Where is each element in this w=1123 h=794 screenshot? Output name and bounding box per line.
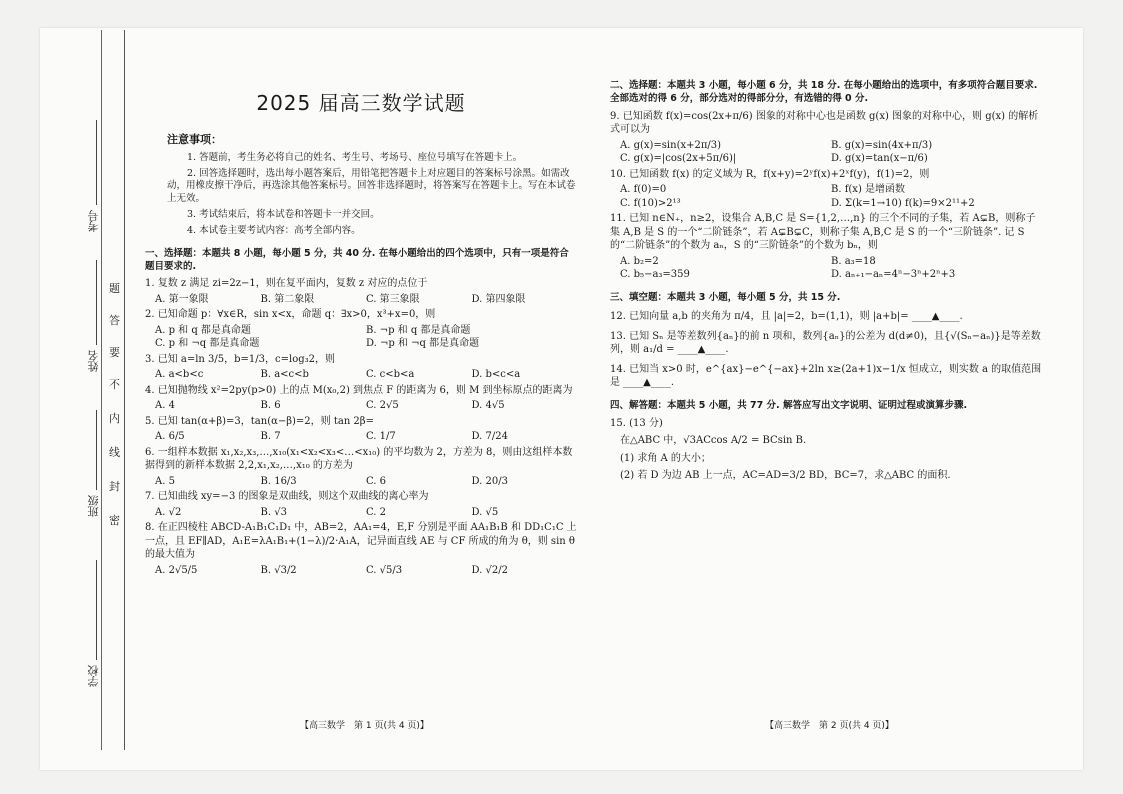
question-15-part-1: (1) 求角 A 的大小； [620,452,711,464]
option: A. p 和 q 都是真命题 [155,324,251,336]
question-stem: 11. 已知 n∈N₊，n≥2，设集合 A,B,C 是 S={1,2,…,n} 的三个不同的子集，若 A⊊B，则称子集 A,B 是 S 的一个“二阶链条”，若 A⊊B⊊C，则称子集 A,B,C 是 S 的一个“三阶链条”. 记 S 的“二阶链条”的个数为 aₙ，S 的“三阶链条”的个数为 bₙ，则 [610,213,1036,252]
question-options [145,399,577,413]
question-stem: 4. 已知抛物线 x²=2py(p>0) 上的点 M(x₀,2) 到焦点 F 的距离为 6，则 M 到坐标原点的距离为 [145,384,573,396]
question-stem: 5. 已知 tan(α+β)=3，tan(α−β)=2，则 tan 2β= [145,415,374,427]
option: A. b₂=2 [620,255,659,267]
page-title: 2025 届高三数学试题 [256,91,466,115]
option: C. √5/3 [366,564,403,576]
question-15-part-2: (2) 若 D 为边 AB 上一点，AC=AD=3/2 BD，BC=7，求△ABC 的面积. [620,470,951,482]
option: A. 第一象限 [155,293,209,305]
option: A. g(x)=sin(x+2π/3) [620,139,722,151]
option: D. 20/3 [471,475,508,487]
name-label: 姓名 [87,350,100,372]
option: D. g(x)=tan(x−π/6) [831,153,928,165]
notice-item: 3. 考试结束后，将本试卷和答题卡一并交回。 [187,209,380,221]
option: D. √5 [471,506,499,518]
question-stem: 1. 复数 z 满足 zi=2z−1，则在复平面内，复数 z 对应的点位于 [145,278,428,290]
question-options [145,564,577,578]
warning-char: 线 [109,446,120,459]
option: B. √3 [260,506,287,518]
option: A. 4 [155,400,175,412]
page-2-column [610,80,1042,487]
class-label: 班级 [87,495,100,517]
exam-no-blank [96,120,97,205]
question-stem: 6. 一组样本数据 x₁,x₂,x₃,…,x₁₀(x₁<x₂<x₃<…<x₁₀) 的平均数为 2，方差为 8，则由这组样本数据得到的新样本数据 2,2,x₁,x₂,…,x₁₀ 的方差为 [145,446,573,472]
question-options [610,139,1042,166]
option: D. Σ(k=1→10) f(k)=9×2¹¹+2 [831,197,975,209]
option: C. 1/7 [366,431,396,443]
option: C. g(x)=|cos(2x+5π/6)| [620,153,737,165]
section-1-questions [145,277,577,577]
option: C. 6 [366,475,387,487]
option: D. b<c<a [471,369,521,381]
warning-char: 内 [109,412,120,425]
option: D. 第四象限 [471,293,526,305]
option: C. 第三象限 [366,293,420,305]
page-1-footer: 【高三数学 第 1 页(共 4 页)】 [300,721,429,731]
option: D. ¬p 和 ¬q 都是真命题 [366,338,480,350]
option: B. f(x) 是增函数 [831,184,906,196]
option: C. p 和 ¬q 都是真命题 [155,338,260,350]
option: C. 2√5 [366,400,399,412]
binding-line [124,30,125,750]
section-1-heading: 一、选择题：本题共 8 小题，每小题 5 分，共 40 分. 在每小题给出的四个选项中，只有一项是符合题目要求的. [145,247,569,272]
question-stem: 9. 已知函数 f(x)=cos(2x+π/6) 图象的对称中心也是函数 g(x) 图象的对称中心，则 g(x) 的解析式可以为 [610,110,1039,136]
option: B. √3/2 [260,564,297,576]
question-options [145,430,577,444]
exam-no-label: 考号 [87,210,100,232]
option: C. c<b<a [366,369,415,381]
option: B. 第二象限 [260,293,315,305]
question-15-stem: 15. (13 分) [610,417,663,429]
option: B. g(x)=sin(4x+π/3) [831,139,933,151]
question-stem: 10. 已知函数 f(x) 的定义域为 R，f(x+y)=2ʸf(x)+2ˣf(y)，f(1)=2，则 [610,168,930,180]
option: A. a<b<c [155,369,204,381]
question-stem: 8. 在正四棱柱 ABCD-A₁B₁C₁D₁ 中，AB=2，AA₁=4，E,F 分别是平面 AA₁B₁B 和 DD₁C₁C 上一点，且 EF∥AD，A₁E=λA₁B₁+(1−λ)/2·A₁A，记异面直线 AE 与 CF 所成的角为 θ，则 sin θ 的最大值为 [145,522,577,561]
option: A. 5 [155,475,175,487]
question-15-body: 在△ABC 中，√3ACcos A/2 = BCsin B. [620,435,807,447]
question-options [145,368,577,382]
question-options [145,475,577,489]
warning-char: 答 [109,314,120,327]
question-12: 12. 已知向量 a,b 的夹角为 π/4，且 |a|=2，b=(1,1)，则 |a+b|= ____▲____. [610,311,963,323]
class-blank [96,410,97,490]
option: A. √2 [155,506,182,518]
option: D. √2/2 [471,564,508,576]
question-options [610,183,1042,210]
question-stem: 7. 已知曲线 xy=−3 的图象是双曲线，则这个双曲线的离心率为 [145,491,429,503]
school-blank [96,560,97,660]
question-14: 14. 已知当 x>0 时，e^{ax}−e^{−ax}+2ln x≥(2a+1)x−1/x 恒成立，则实数 a 的取值范围是 ____▲____. [610,363,1042,389]
warning-char: 题 [109,282,120,295]
section-3-heading: 三、填空题：本题共 3 小题，每小题 5 分，共 15 分. [610,291,841,303]
question-options [610,255,1042,282]
option: C. f(10)>2¹³ [620,197,681,209]
option: B. 7 [260,431,281,443]
option: B. ¬p 和 q 都是真命题 [366,324,471,336]
option: A. 6/5 [155,431,185,443]
option: D. 7/24 [471,431,508,443]
warning-char: 密 [109,514,120,527]
option: C. b₅−a₃=359 [620,269,690,281]
section-4-heading: 四、解答题：本题共 5 小题，共 77 分. 解答应写出文字说明、证明过程或演算步骤. [610,399,968,411]
warning-char: 不 [109,378,120,391]
section-2-questions [610,110,1042,282]
option: B. 6 [260,400,281,412]
question-stem: 2. 已知命题 p：∀x∈R，sin x<x，命题 q：∃x>0，x³+x=0，则 [145,309,436,321]
option: A. 2√5/5 [155,564,198,576]
question-13: 13. 已知 Sₙ 是等差数列{aₙ}的前 n 项和，数列{aₙ}的公差为 d(d≠0)，且{√(Sₙ−aₙ)}是等差数列，则 a₁/d = ____▲____. [610,330,1041,356]
option: A. f(0)=0 [620,184,667,196]
option: C. 2 [366,506,387,518]
notice-item: 4. 本试卷主要考试内容：高考全部内容。 [187,224,361,236]
option: B. 16/3 [260,475,297,487]
section-2-heading: 二、选择题：本题共 3 小题，每小题 6 分，共 18 分. 在每小题给出的选项中，有多项符合题目要求. 全部选对的得 6 分，部分选对的得部分分，有选错的得 0 分. [610,80,1038,104]
warning-char: 要 [109,346,120,359]
question-options [145,324,577,351]
notice-item: 1. 答题前，考生务必将自己的姓名、考生号、考场号、座位号填写在答题卡上。 [187,151,523,163]
name-blank [96,260,97,345]
option: D. 4√5 [471,400,505,412]
page-1-column [145,90,577,577]
question-options [145,293,577,307]
question-options [145,506,577,520]
binding-line-outer [101,30,102,750]
warning-char: 封 [109,480,120,493]
notice-heading: 注意事项： [167,133,222,146]
notice-item: 2. 回答选择题时，选出每小题答案后，用铅笔把答题卡上对应题目的答案标号涂黑。如需改动，用橡皮擦干净后，再选涂其他答案标号。回答非选择题时，将答案写在答题卡上。写在本试卷上无效。 [167,167,576,205]
question-stem: 3. 已知 a=ln 3/5，b=1/3，c=log₃2，则 [145,353,335,365]
page-2-footer: 【高三数学 第 2 页(共 4 页)】 [765,721,894,731]
option: B. a₃=18 [831,255,876,267]
option: D. aₙ₊₁−aₙ=4ⁿ−3ⁿ+2ⁿ+3 [831,269,956,281]
option: B. a<c<b [260,369,309,381]
school-label: 学校 [87,665,100,687]
